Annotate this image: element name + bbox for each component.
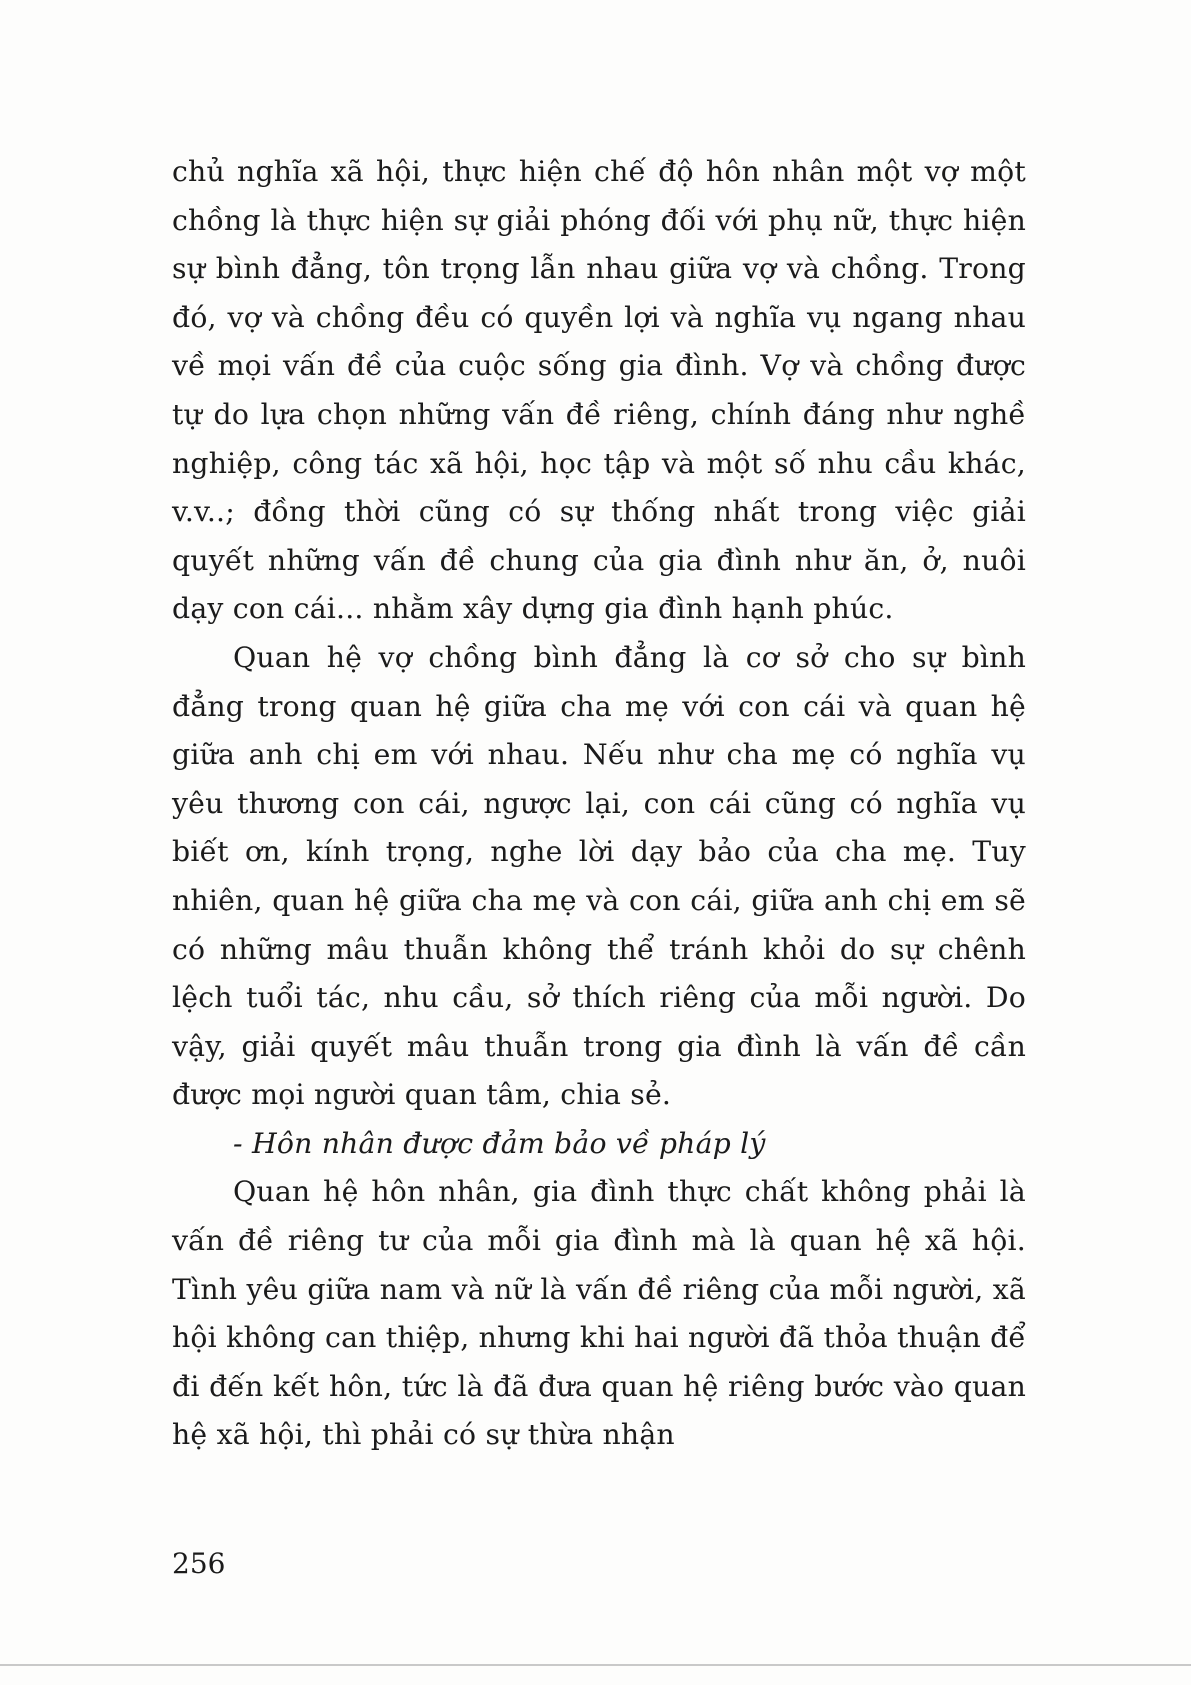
bottom-divider [0, 1664, 1191, 1666]
paragraph-continued: chủ nghĩa xã hội, thực hiện chế độ hôn nhân một vợ một chồng là thực hiện sự giải phóng đối với phụ nữ, thực hiện sự bình đẳng, tôn trọng lẫn nhau giữa vợ và chồng. Trong đó, vợ và chồng đều có quyền lợi và nghĩa vụ ngang nhau về mọi vấn đề của cuộc sống gia đình. Vợ và chồng được tự do lựa chọn những vấn đề riêng, chính đáng như nghề nghiệp, công tác xã hội, học tập và một số nhu cầu khác, v.v..; đồng thời cũng có sự thống nhất trong việc giải quyết những vấn đề chung của gia đình như ăn, ở, nuôi dạy con cái... nhằm xây dựng gia đình hạnh phúc. [172, 155, 1026, 626]
body-text [172, 148, 1026, 1460]
paragraph-equality: Quan hệ vợ chồng bình đẳng là cơ sở cho sự bình đẳng trong quan hệ giữa cha mẹ với con cái và quan hệ giữa anh chị em với nhau. Nếu như cha mẹ có nghĩa vụ yêu thương con cái, ngược lại, con cái cũng có nghĩa vụ biết ơn, kính trọng, nghe lời dạy bảo của cha mẹ. Tuy nhiên, quan hệ giữa cha mẹ và con cái, giữa anh chị em sẽ có những mâu thuẫn không thể tránh khỏi do sự chênh lệch tuổi tác, nhu cầu, sở thích riêng của mỗi người. Do vậy, giải quyết mâu thuẫn trong gia đình là vấn đề cần được mọi người quan tâm, chia sẻ. [172, 640, 1026, 1112]
page-number: 256 [172, 1547, 226, 1580]
section-subheading: - Hôn nhân được đảm bảo về pháp lý [233, 1126, 766, 1160]
paragraph-legal: Quan hệ hôn nhân, gia đình thực chất không phải là vấn đề riêng tư của mỗi gia đình mà là quan hệ xã hội. Tình yêu giữa nam và nữ là vấn đề riêng của mỗi người, xã hội không can thiệp, nhưng khi hai người đã thỏa thuận để đi đến kết hôn, tức là đã đưa quan hệ riêng bước vào quan hệ xã hội, thì phải có sự thừa nhận [172, 1175, 1026, 1452]
